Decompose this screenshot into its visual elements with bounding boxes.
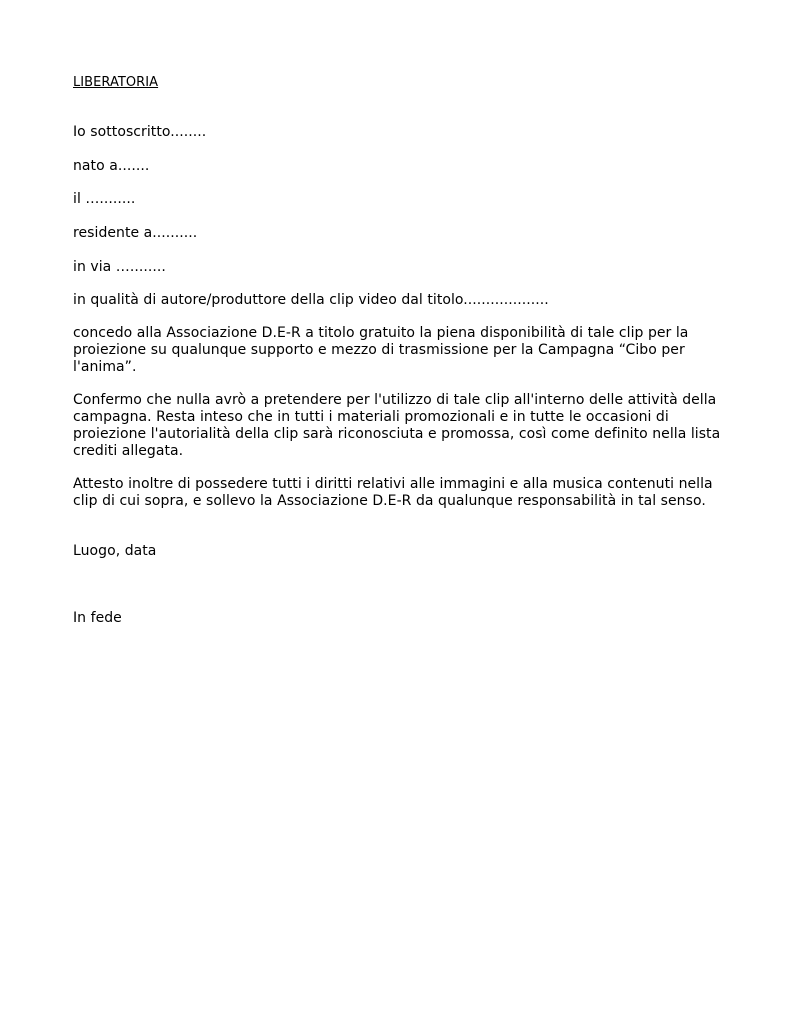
paragraph-attesto-line: Attesto inoltre di possedere tutti i diritti relativi alle immagini e alla musica contenuti nella bbox=[73, 476, 713, 492]
place-date-label: Luogo, data bbox=[73, 543, 157, 559]
paragraph-confermo-line: proiezione l'autorialità della clip sarà riconosciuta e promossa, così come definito nella lista bbox=[73, 426, 721, 442]
field-via: in via …........ bbox=[73, 259, 166, 275]
paragraph-confermo-line: Confermo che nulla avrò a pretendere per l'utilizzo di tale clip all'interno delle attività della bbox=[73, 392, 717, 408]
field-sottoscritto: Io sottoscritto........ bbox=[73, 124, 207, 140]
field-nato: nato a....... bbox=[73, 158, 150, 174]
paragraph-confermo-line: campagna. Resta inteso che in tutti i materiali promozionali e in tutte le occasioni di bbox=[73, 409, 669, 425]
closing-label: In fede bbox=[73, 610, 122, 626]
field-qualita: in qualità di autore/produttore della clip video dal titolo................... bbox=[73, 292, 549, 308]
field-residente: residente a.......... bbox=[73, 225, 198, 241]
paragraph-concedo-line: concedo alla Associazione D.E-R a titolo gratuito la piena disponibilità di tale clip per la bbox=[73, 325, 689, 341]
document-title: LIBERATORIA bbox=[73, 75, 159, 90]
paragraph-concedo-line: l'anima”. bbox=[73, 359, 137, 375]
paragraph-concedo-line: proiezione su qualunque supporto e mezzo di trasmissione per la Campagna “Cibo per bbox=[73, 342, 685, 358]
field-il: il …........ bbox=[73, 191, 136, 207]
paragraph-confermo-line: crediti allegata. bbox=[73, 443, 184, 459]
paragraph-attesto-line: clip di cui sopra, e sollevo la Associazione D.E-R da qualunque responsabilità in tal senso. bbox=[73, 493, 706, 509]
